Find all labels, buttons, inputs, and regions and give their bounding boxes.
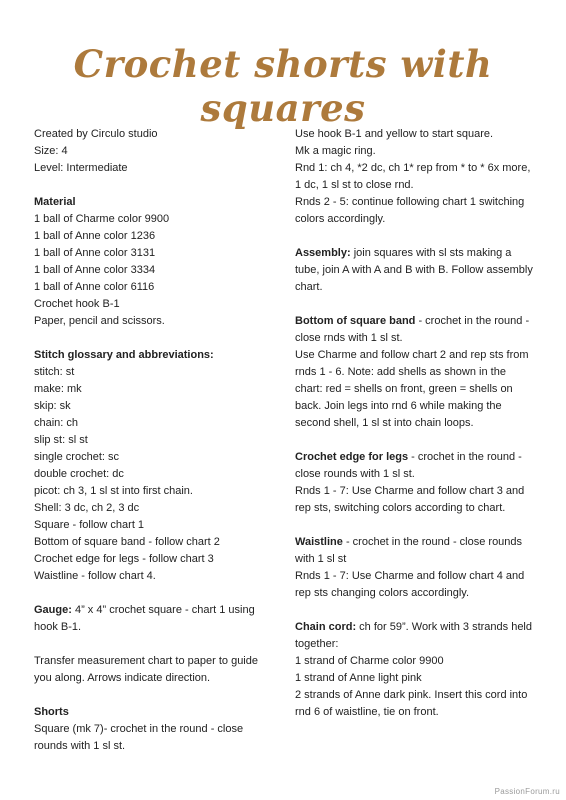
waistline-detail: Rnds 1 - 7: Use Charme and follow chart 4 and rep sts changing colors accordingly. xyxy=(295,570,525,599)
page-title: Crochet shorts with squares xyxy=(73,42,493,131)
spacer xyxy=(34,636,272,653)
glossary-item: Square - follow chart 1 xyxy=(34,519,145,531)
assembly-label: Assembly: xyxy=(295,247,351,259)
chain-cord-text: ch for 59”. Work with 3 strands held together: xyxy=(295,621,532,650)
square-step: Use hook B-1 and yellow to start square. xyxy=(295,128,494,140)
square-step: Rnd 1: ch 4, *2 dc, ch 1* rep from * to * 6x more, 1 dc, 1 sl st to close rnd. xyxy=(295,162,531,191)
material-item: 1 ball of Anne color 1236 xyxy=(34,230,156,242)
shorts-heading: Shorts xyxy=(34,706,69,718)
spacer xyxy=(34,177,272,194)
waistline-paragraph xyxy=(295,534,535,568)
chain-cord-label: Chain cord: xyxy=(295,621,357,633)
spacer xyxy=(34,330,272,347)
transfer-paragraph: Transfer measurement chart to paper to guide you along. Arrows indicate direction. xyxy=(34,655,258,684)
spacer xyxy=(34,687,272,704)
waistline-label: Waistline xyxy=(295,536,343,548)
bottom-band-detail: Use Charme and follow chart 2 and rep sts from rnds 1 - 6. Note: add shells as shown in the chart: red = shells on front, green = shells on back. Join legs into rnd 6 while making the second shell, 1 sl st into chain loops. xyxy=(295,349,529,429)
spacer xyxy=(295,432,535,449)
edge-legs-label: Crochet edge for legs xyxy=(295,451,409,463)
edge-legs-detail: Rnds 1 - 7: Use Charme and follow chart 3 and rep sts, switching colors according to chart. xyxy=(295,485,525,514)
glossary-item: slip st: sl st xyxy=(34,434,88,446)
glossary-item: chain: ch xyxy=(34,417,79,429)
material-item: 1 ball of Anne color 6116 xyxy=(34,281,155,293)
chain-cord-item: 1 strand of Anne light pink xyxy=(295,672,422,684)
gauge-label: Gauge: xyxy=(34,604,72,616)
bottom-band-text: - crochet in the round - close rnds with 1 sl st. xyxy=(295,315,530,344)
material-item: Crochet hook B-1 xyxy=(34,298,120,310)
material-item: 1 ball of Charme color 9900 xyxy=(34,213,170,225)
shorts-text: Square (mk 7)- crochet in the round - close rounds with 1 sl st. xyxy=(34,723,244,752)
gauge-paragraph xyxy=(34,602,272,636)
glossary-item: stitch: st xyxy=(34,366,75,378)
left-column xyxy=(34,126,272,755)
material-item: 1 ball of Anne color 3131 xyxy=(34,247,156,259)
spacer xyxy=(295,517,535,534)
bottom-band-paragraph xyxy=(295,313,535,347)
spacer xyxy=(34,585,272,602)
assembly-paragraph xyxy=(295,245,535,296)
material-heading: Material xyxy=(34,196,76,208)
glossary-item: double crochet: dc xyxy=(34,468,124,480)
level-info: Level: Intermediate xyxy=(34,162,128,174)
chain-cord-item: 2 strands of Anne dark pink. Insert this cord into rnd 6 of waistline, tie on front. xyxy=(295,689,528,718)
assembly-text: join squares with sl sts making a tube, join A with A and B with B. Follow assembly chart. xyxy=(295,247,533,293)
chain-cord-paragraph xyxy=(295,619,535,653)
spacer xyxy=(295,602,535,619)
gauge-text: 4” x 4” crochet square - chart 1 using hook B-1. xyxy=(34,604,255,633)
created-by: Created by Circulo studio xyxy=(34,128,158,140)
bottom-band-label: Bottom of square band xyxy=(295,315,416,327)
chain-cord-item: 1 strand of Charme color 9900 xyxy=(295,655,444,667)
square-step: Rnds 2 - 5: continue following chart 1 switching colors accordingly. xyxy=(295,196,525,225)
size-info: Size: 4 xyxy=(34,145,68,157)
glossary-heading: Stitch glossary and abbreviations: xyxy=(34,349,214,361)
spacer xyxy=(295,228,535,245)
glossary-item: Bottom of square band - follow chart 2 xyxy=(34,536,220,548)
edge-legs-text: - crochet in the round - close rounds with 1 sl st. xyxy=(295,451,522,480)
glossary-item: Waistline - follow chart 4. xyxy=(34,570,156,582)
waistline-text: - crochet in the round - close rounds with 1 sl st xyxy=(295,536,523,565)
glossary-item: Crochet edge for legs - follow chart 3 xyxy=(34,553,214,565)
watermark-text: PassionForum.ru xyxy=(494,787,560,796)
glossary-item: skip: sk xyxy=(34,400,71,412)
square-step: Mk a magic ring. xyxy=(295,145,376,157)
material-item: 1 ball of Anne color 3334 xyxy=(34,264,156,276)
glossary-item: make: mk xyxy=(34,383,82,395)
glossary-item: picot: ch 3, 1 sl st into first chain. xyxy=(34,485,193,497)
glossary-item: Shell: 3 dc, ch 2, 3 dc xyxy=(34,502,140,514)
spacer xyxy=(295,296,535,313)
edge-legs-paragraph xyxy=(295,449,535,483)
material-item: Paper, pencil and scissors. xyxy=(34,315,165,327)
glossary-item: single crochet: sc xyxy=(34,451,119,463)
right-column xyxy=(295,126,535,721)
